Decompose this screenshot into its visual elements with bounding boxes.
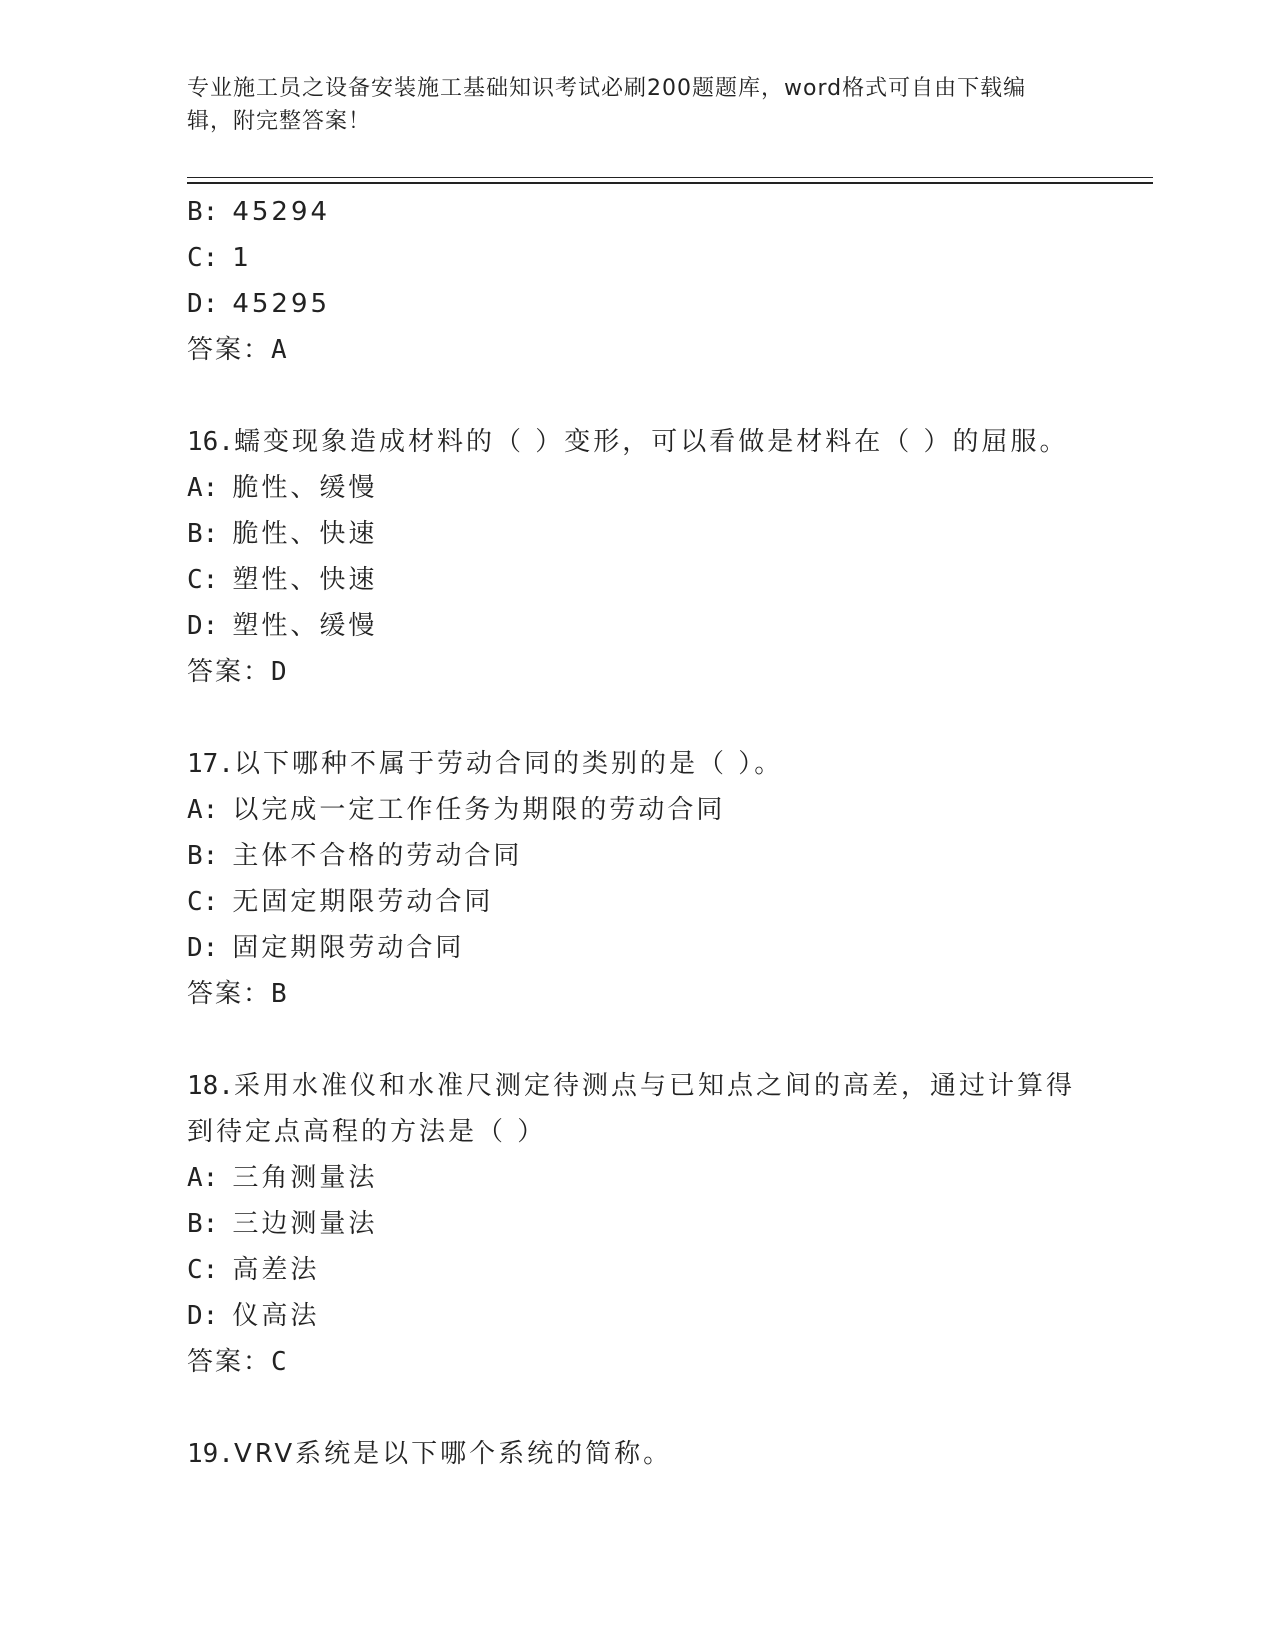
option-b: B: 45294 [187, 197, 331, 227]
answer-line: 答案：B [187, 979, 288, 1009]
option-a: A: 脆性、缓慢 [187, 473, 378, 503]
option-b: B: 主体不合格的劳动合同 [187, 841, 523, 871]
option-a: A: 以完成一定工作任务为期限的劳动合同 [187, 795, 726, 825]
option-d: D: 45295 [187, 289, 331, 319]
header-divider [187, 177, 1153, 184]
page-header [187, 72, 1067, 138]
option-b: B: 三边测量法 [187, 1209, 378, 1239]
question-content [187, 189, 1117, 1477]
answer-line: 答案：D [187, 657, 288, 687]
question-18-stem: 18.采用水准仪和水准尺测定待测点与已知点之间的高差，通过计算得 [187, 1071, 1075, 1101]
option-c: C: 高差法 [187, 1255, 320, 1285]
question-19-stem: 19.VRV系统是以下哪个系统的简称。 [187, 1439, 673, 1469]
question-18-stem-continued: 到待定点高程的方法是（ ） [187, 1117, 547, 1147]
option-d: D: 塑性、缓慢 [187, 611, 378, 641]
option-b: B: 脆性、快速 [187, 519, 378, 549]
question-17-stem: 17.以下哪种不属于劳动合同的类别的是（ ）。 [187, 749, 784, 779]
option-d: D: 固定期限劳动合同 [187, 933, 465, 963]
option-d: D: 仪高法 [187, 1301, 320, 1331]
answer-line: 答案：A [187, 335, 288, 365]
answer-line: 答案：C [187, 1347, 288, 1377]
option-c: C: 无固定期限劳动合同 [187, 887, 494, 917]
document-title: 专业施工员之设备安装施工基础知识考试必刷200题题库，word格式可自由下载编辑，附完整答案！ [187, 76, 1027, 134]
option-a: A: 三角测量法 [187, 1163, 378, 1193]
option-c: C: 塑性、快速 [187, 565, 378, 595]
question-16-stem: 16.蠕变现象造成材料的（ ）变形，可以看做是材料在（ ）的屈服。 [187, 427, 1069, 457]
option-c: C: 1 [187, 243, 252, 273]
